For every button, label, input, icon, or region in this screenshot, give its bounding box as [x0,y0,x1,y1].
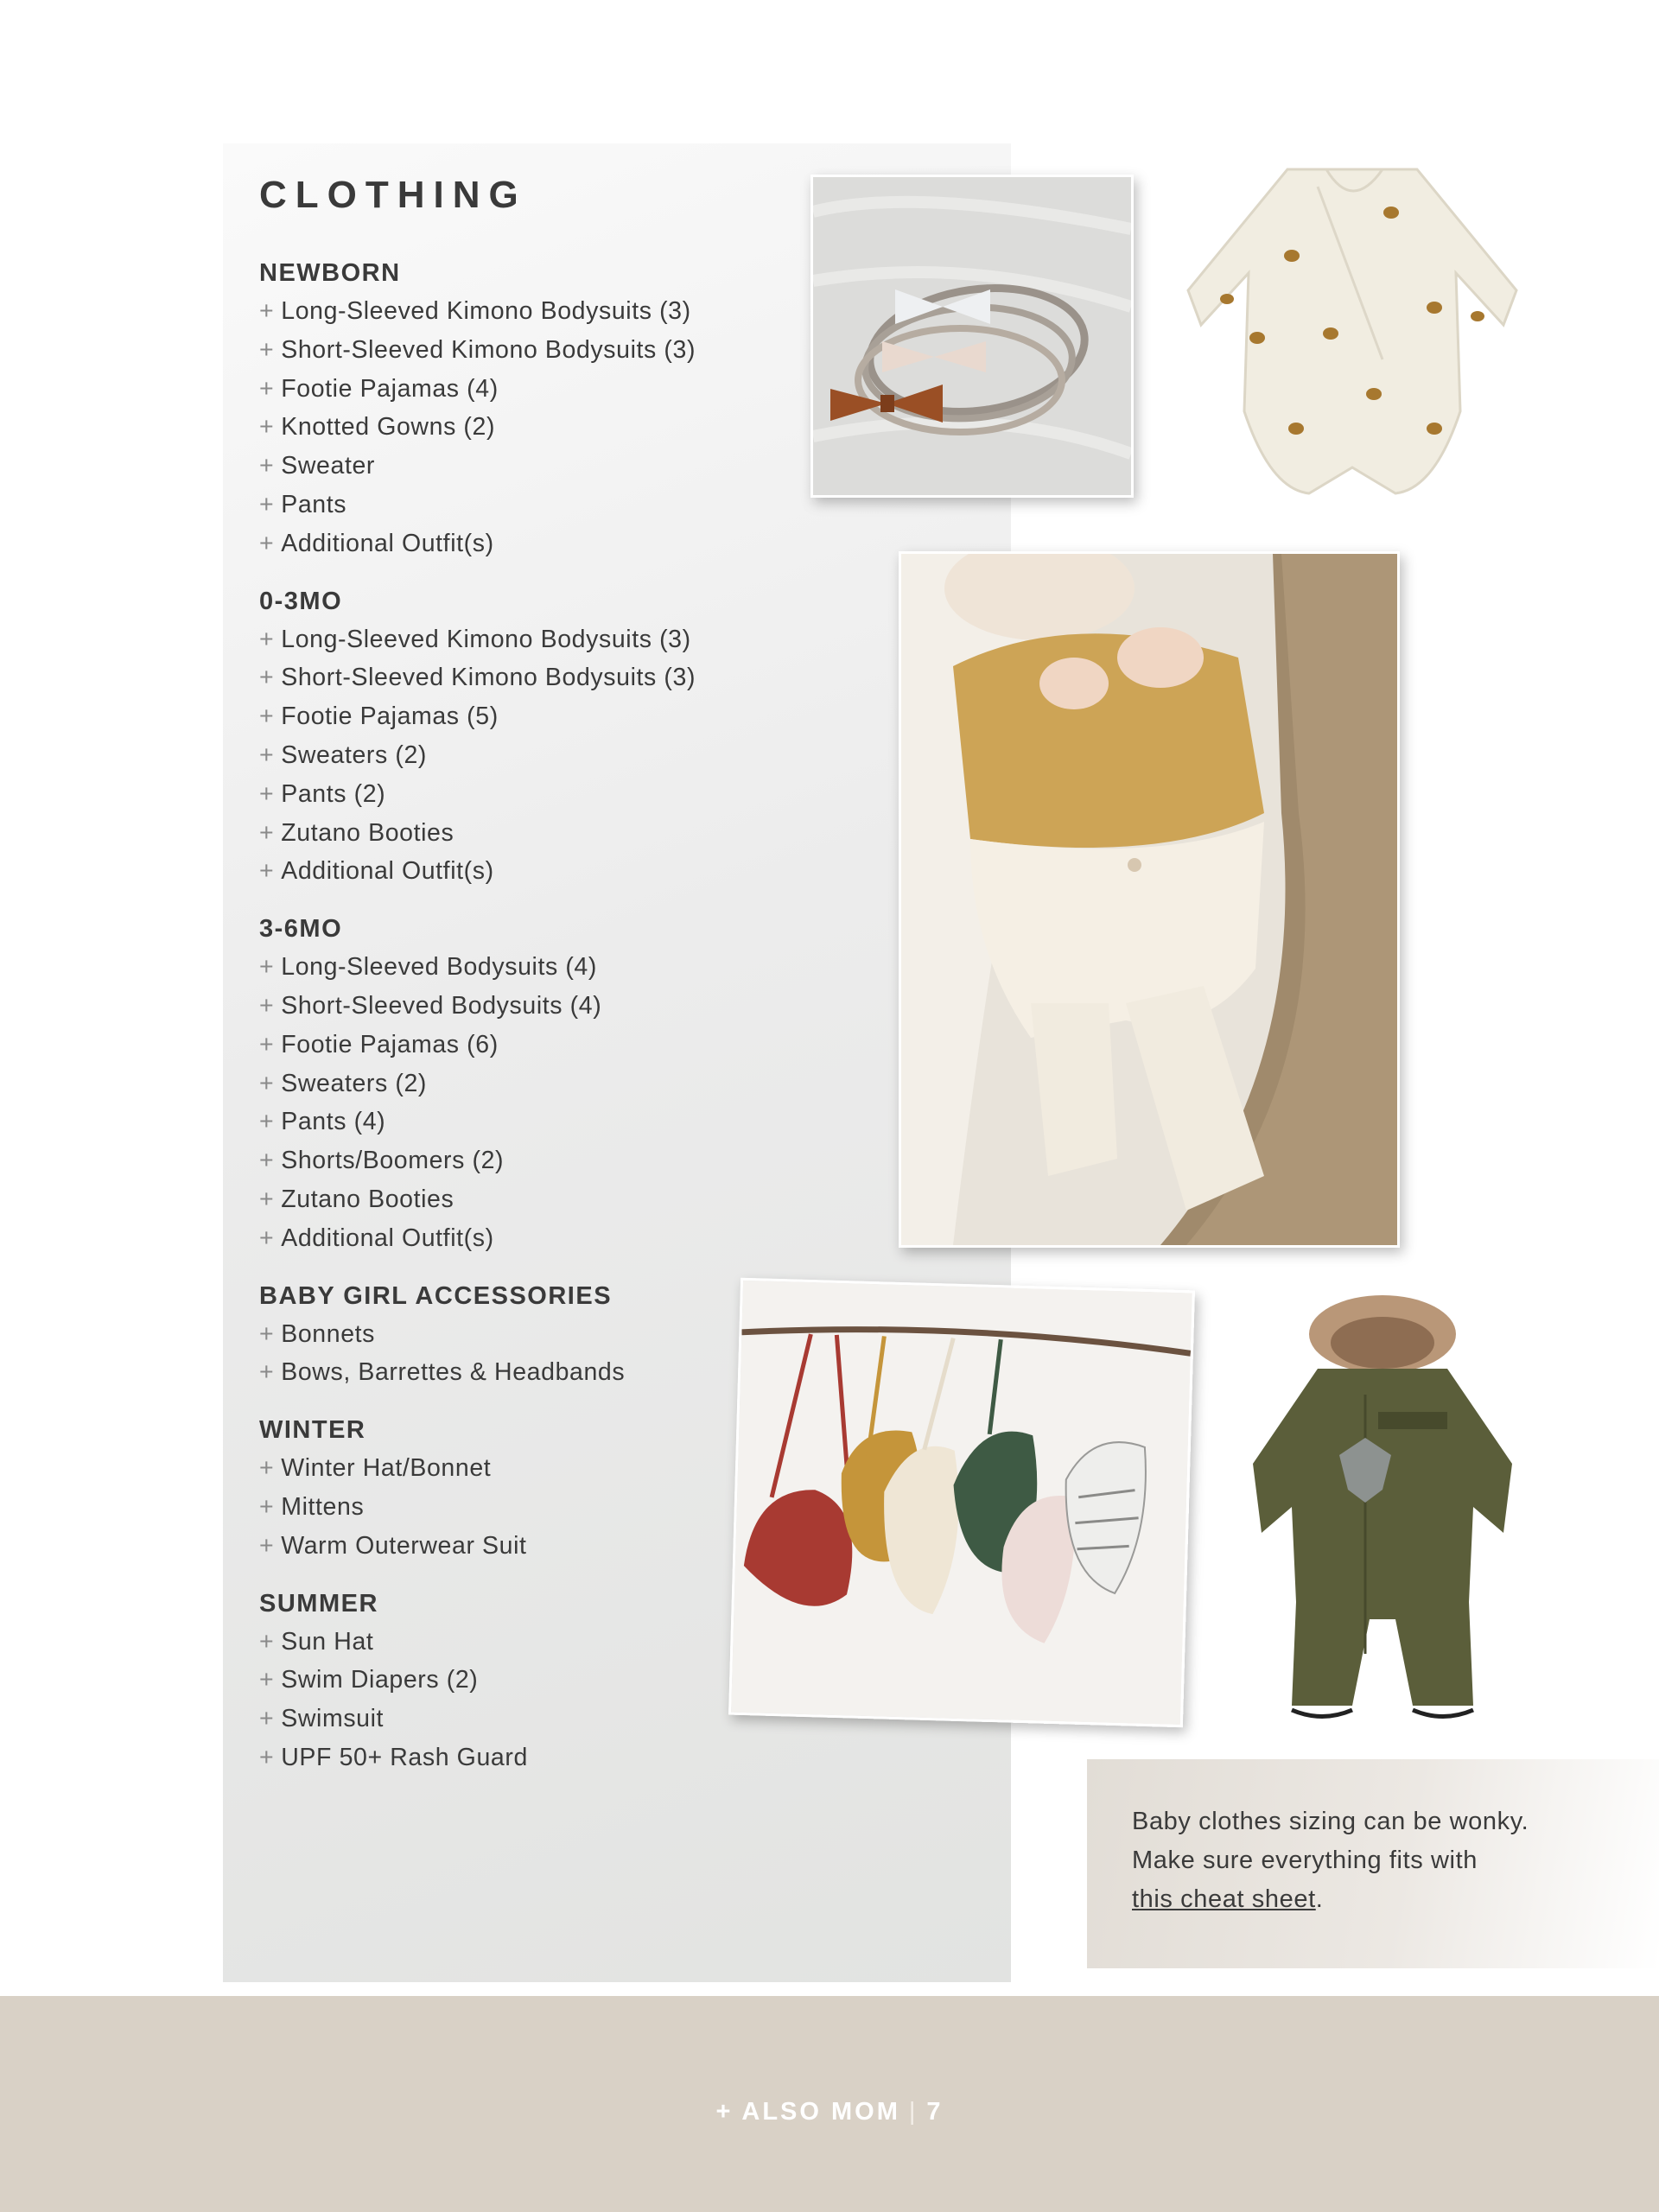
item-text: Zutano Booties [281,818,454,847]
list-item [259,1738,812,1777]
kimono-bodysuit-photo [1175,152,1529,506]
plus-icon: + [259,529,275,557]
baby-in-basket-photo [899,551,1400,1248]
footer-text [0,2094,1659,2129]
item-text: Footie Pajamas (6) [281,1030,499,1058]
plus-icon: + [259,1531,275,1560]
plus-icon: + [259,702,275,731]
item-text: Sweaters (2) [281,1069,428,1097]
section-heading: SUMMER [259,1589,378,1618]
list-item [259,1103,812,1141]
plus-icon: + [259,664,275,692]
item-text: Short-Sleeved Bodysuits (4) [281,991,602,1020]
section-heading: 3-6MO [259,915,343,944]
list-item [259,1353,812,1392]
list-item [259,1219,812,1258]
list-item [259,292,812,331]
list-item [259,1527,812,1566]
list-item [259,852,812,891]
item-text: Winter Hat/Bonnet [281,1454,492,1483]
list-item [259,1141,812,1180]
item-text: Long-Sleeved Kimono Bodysuits (3) [281,625,691,653]
sizing-tip-text [1132,1802,1659,1919]
plus-icon: + [259,374,275,403]
list-item [259,447,812,486]
item-text: Sun Hat [281,1627,374,1656]
plus-icon: + [259,1319,275,1348]
section-list [259,254,812,1777]
list-item [259,524,812,563]
item-text: Knotted Gowns (2) [281,413,496,442]
item-text: Pants (4) [281,1108,386,1136]
list-item [259,987,812,1026]
item-text: Mittens [281,1492,365,1521]
list-item [259,486,812,524]
plus-icon: + [259,1147,275,1175]
plus-icon: + [259,1224,275,1252]
list-item [259,1026,812,1065]
item-text: Zutano Booties [281,1185,454,1213]
item-list [259,620,812,892]
item-text: Footie Pajamas (4) [281,374,499,403]
section-heading: WINTER [259,1416,366,1445]
plus-icon: + [259,1030,275,1058]
plus-icon: + [259,1627,275,1656]
item-text: Bonnets [281,1319,376,1348]
list-item [259,775,812,814]
section-heading: 0-3MO [259,587,343,615]
list-item [259,1315,812,1354]
plus-icon: + [259,1705,275,1733]
list-item [259,658,812,697]
list-item [259,1065,812,1103]
list-item [259,331,812,370]
item-text: Short-Sleeved Kimono Bodysuits (3) [281,664,696,692]
plus-icon: + [259,452,275,480]
item-text: Warm Outerwear Suit [281,1531,527,1560]
plus-icon: + [259,1743,275,1771]
clothing-checklist [259,169,812,1796]
plus-icon: + [259,335,275,364]
item-text: Shorts/Boomers (2) [281,1147,505,1175]
item-text: Sweaters (2) [281,741,428,769]
item-list [259,292,812,563]
item-text: Long-Sleeved Kimono Bodysuits (3) [281,297,691,325]
item-text: Pants (2) [281,779,386,808]
sizing-tip-box [1087,1759,1659,1968]
plus-icon: + [259,297,275,325]
item-text: Sweater [281,452,376,480]
clothing-section [259,254,812,563]
plus-icon: + [259,818,275,847]
plus-icon: + [259,1454,275,1483]
list-item [259,1488,812,1527]
item-list [259,948,812,1257]
cheat-sheet-link[interactable]: this cheat sheet [1132,1885,1316,1913]
plus-icon: + [259,857,275,886]
item-text: Pants [281,490,347,518]
list-item [259,1180,812,1219]
plus-icon: + [259,953,275,982]
headbands-photo [810,175,1134,498]
list-item [259,697,812,736]
item-text: Swim Diapers (2) [281,1666,479,1694]
tip-line-2: Make sure everything fits with [1132,1847,1478,1874]
snowsuit-photo [1236,1291,1528,1740]
list-item [259,1449,812,1488]
item-text: Short-Sleeved Kimono Bodysuits (3) [281,335,696,364]
item-text: Long-Sleeved Bodysuits (4) [281,953,597,982]
list-item [259,408,812,447]
clothing-section [259,1277,812,1393]
section-heading: NEWBORN [259,259,401,287]
item-list [259,1315,812,1393]
clothing-section [259,1411,812,1565]
clothing-section [259,582,812,892]
item-text: Footie Pajamas (5) [281,702,499,731]
item-text: Swimsuit [281,1705,385,1733]
section-heading: BABY GIRL ACCESSORIES [259,1281,613,1310]
plus-icon: + [259,1666,275,1694]
tip-period: . [1315,1885,1324,1913]
list-item [259,948,812,987]
plus-icon: + [259,1069,275,1097]
item-text: UPF 50+ Rash Guard [281,1743,528,1771]
item-text: Additional Outfit(s) [281,1224,494,1252]
list-item [259,370,812,409]
bonnets-photo [728,1278,1195,1727]
plus-icon: + [259,413,275,442]
plus-icon: + [259,490,275,518]
plus-icon: + [259,779,275,808]
list-item [259,736,812,775]
footer-separator: | [908,2098,918,2126]
list-item [259,814,812,853]
item-text: Bows, Barrettes & Headbands [281,1358,626,1387]
page-number: 7 [926,2098,944,2126]
plus-icon: + [259,741,275,769]
plus-icon: + [259,625,275,653]
list-item [259,620,812,659]
plus-icon: + [259,1108,275,1136]
item-text: Additional Outfit(s) [281,857,494,886]
item-text: Additional Outfit(s) [281,529,494,557]
plus-icon: + [259,991,275,1020]
clothing-section [259,910,812,1257]
plus-icon: + [259,1185,275,1213]
page-title: CLOTHING [259,174,527,216]
plus-icon: + [259,1492,275,1521]
plus-icon: + [259,1358,275,1387]
item-list [259,1449,812,1565]
footer-brand: + ALSO MOM [715,2098,900,2126]
tip-line-1: Baby clothes sizing can be wonky. [1132,1808,1529,1835]
